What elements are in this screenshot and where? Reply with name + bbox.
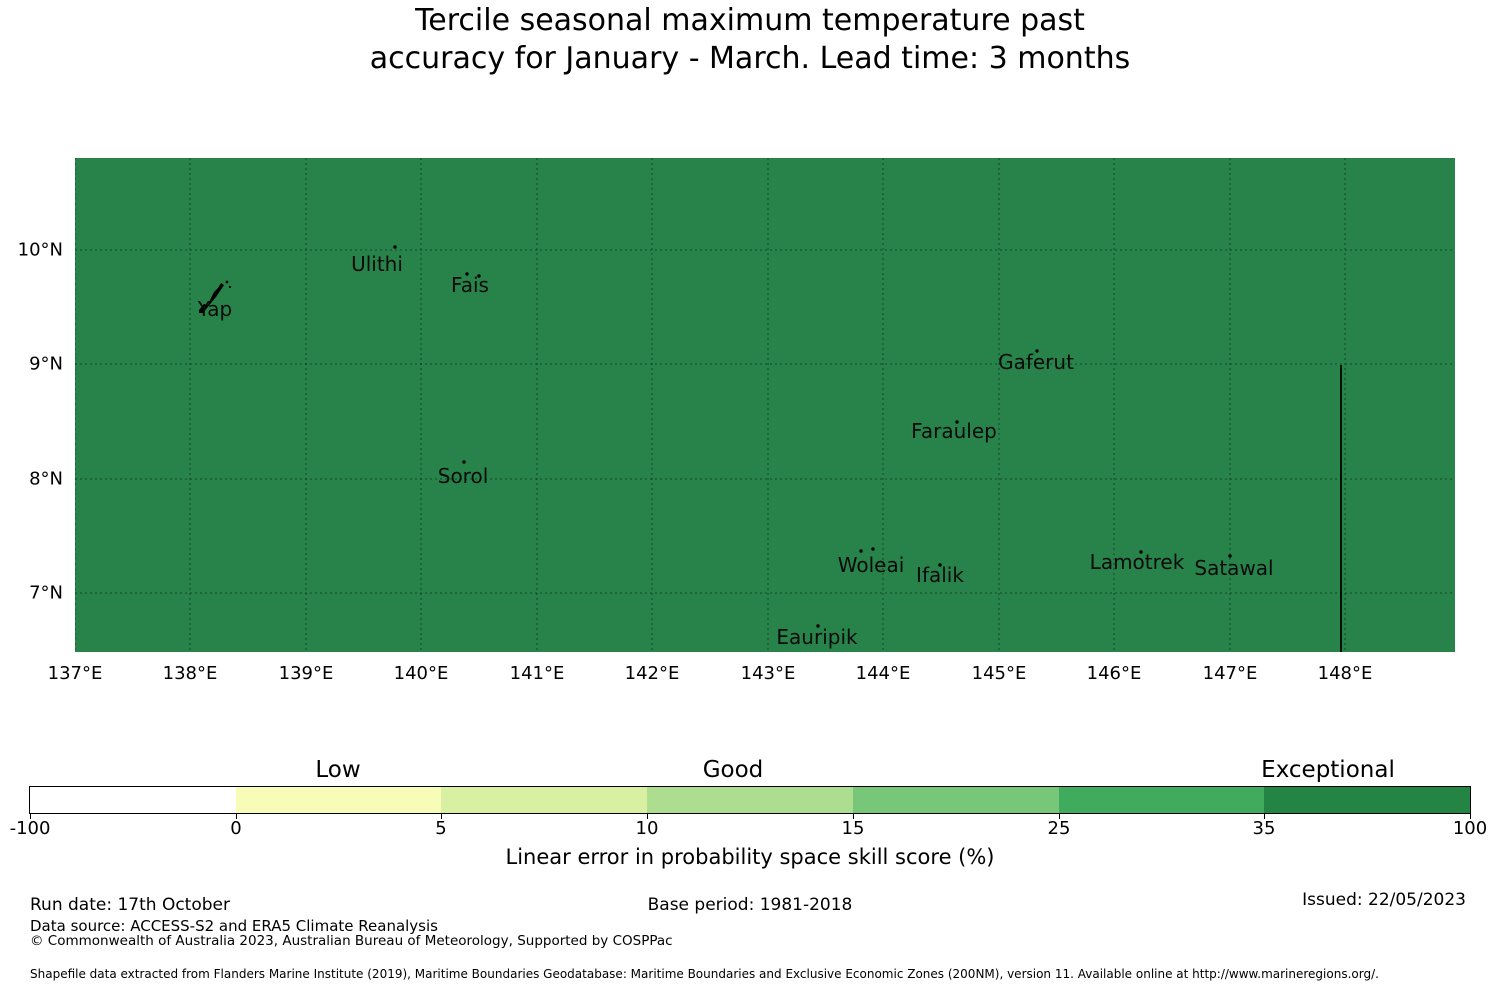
island-label: Fais xyxy=(451,273,489,297)
lat-tick-label: 10°N xyxy=(17,239,63,261)
lon-tick-label: 145°E xyxy=(971,663,1027,684)
base-period-text: Base period: 1981-2018 xyxy=(647,895,853,915)
colorbar-segment xyxy=(853,787,1059,813)
lat-tick-label: 9°N xyxy=(29,353,63,375)
colorbar-tick-label: -100 xyxy=(9,818,51,839)
colorbar-tick-label: 35 xyxy=(1252,818,1276,839)
colorbar-segment xyxy=(1264,787,1470,813)
lon-tick-label: 138°E xyxy=(162,663,218,684)
colorbar-segment xyxy=(236,787,441,813)
island-label: Sorol xyxy=(437,464,489,488)
colorbar-tick-label: 10 xyxy=(635,818,659,839)
island-label: Eauripik xyxy=(776,625,858,649)
island-label: Faraulep xyxy=(911,419,997,443)
copyright-text: © Commonwealth of Australia 2023, Australian Bureau of Meteorology, Supported by COSPPac xyxy=(30,933,673,949)
colorbar-tick-label: 5 xyxy=(435,818,447,839)
colorbar-category-label: Low xyxy=(315,757,361,783)
colorbar xyxy=(30,787,1470,813)
lon-tick-label: 146°E xyxy=(1086,663,1142,684)
lon-tick-label: 147°E xyxy=(1202,663,1258,684)
lon-tick-label: 141°E xyxy=(509,663,565,684)
lon-tick-label: 139°E xyxy=(278,663,334,684)
run-date-text: Run date: 17th October xyxy=(30,895,230,915)
lon-tick-label: 142°E xyxy=(624,663,680,684)
lon-tick-label: 148°E xyxy=(1317,663,1373,684)
colorbar-segment xyxy=(647,787,853,813)
island-label: Gaferut xyxy=(998,350,1074,374)
data-source-text: Data source: ACCESS-S2 and ERA5 Climate Reanalysis xyxy=(30,917,438,935)
title-line-2: accuracy for January - March. Lead time: 3 months xyxy=(369,41,1131,76)
lon-tick-label: 144°E xyxy=(855,663,911,684)
island-label: Ifalik xyxy=(916,563,964,587)
title-line-1: Tercile seasonal maximum temperature past xyxy=(415,3,1085,38)
lon-tick-label: 143°E xyxy=(740,663,796,684)
colorbar-tick-label: 25 xyxy=(1047,818,1071,839)
colorbar-tick-label: 0 xyxy=(230,818,242,839)
colorbar-segment xyxy=(441,787,647,813)
figure-title xyxy=(0,2,1500,78)
map-plot-area xyxy=(75,158,1455,652)
island-label: Satawal xyxy=(1194,556,1274,580)
island-label: Woleai xyxy=(837,553,905,577)
colorbar-segment xyxy=(1059,787,1264,813)
lon-tick-label: 140°E xyxy=(393,663,449,684)
island-label: Yap xyxy=(197,297,233,321)
colorbar-category-label: Good xyxy=(702,757,764,783)
island-label: Lamotrek xyxy=(1089,550,1185,574)
colorbar-tick-label: 100 xyxy=(1452,818,1488,839)
colorbar-tick-label: 15 xyxy=(841,818,865,839)
lon-tick-label: 137°E xyxy=(47,663,103,684)
island-dot xyxy=(393,245,396,248)
lat-tick-label: 8°N xyxy=(29,468,63,490)
issued-date-text: Issued: 22/05/2023 xyxy=(1302,890,1466,910)
colorbar-category-label: Exceptional xyxy=(1261,757,1395,783)
shapefile-attribution-text: Shapefile data extracted from Flanders Marine Institute (2019), Maritime Boundaries Geodatabase: Maritime Boundaries and Exclusive Economic Zones (200NM), version 11. Available online at http://www.marineregions.org/. xyxy=(30,967,1379,981)
colorbar-segment xyxy=(30,787,236,813)
colorbar-axis-label: Linear error in probability space skill score (%) xyxy=(505,845,995,869)
island-label: Ulithi xyxy=(351,252,403,276)
lat-tick-label: 7°N xyxy=(29,582,63,604)
island-dot xyxy=(871,547,874,550)
